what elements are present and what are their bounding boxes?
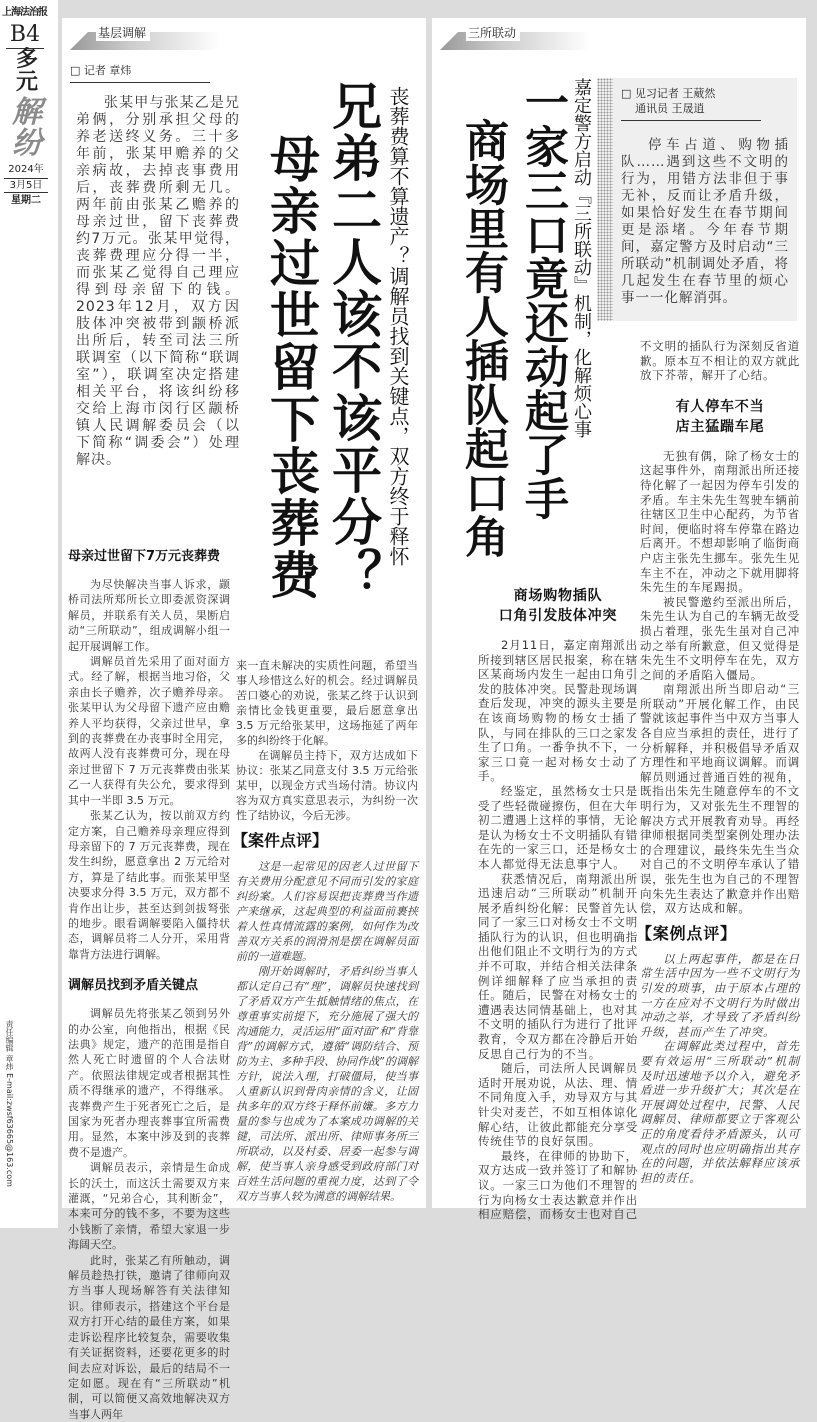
- issue-year: 2024年: [8, 164, 44, 175]
- paragraph: 张某乙认为，按以前双方约定方案，自己赡养母亲理应得到母亲留下的 7 万元丧葬费，现在发生纠纷，愿意拿出 2 万元给对方，算是了结此事。而张某甲坚决要求分得 3.5 万元，双方都不肯作出让步，甚至达到剑拔弩张的地步。眼看调解要陷入僵持状态，调解员将二人分开，采用背靠背方法进行调解。: [68, 809, 230, 961]
- section-title: 多元: [15, 47, 38, 95]
- headline-line-1: 一家三口竟还动起了手: [517, 80, 568, 520]
- byline-reporter: □ 见习记者 王葳然: [621, 87, 716, 100]
- headline-line-2: 母亲过世留下丧葬费: [262, 133, 321, 601]
- intro-paragraph: 张某甲与张某乙是兄弟俩，分别承担父母的养老送终义务。三十多年前，张某甲赡养的父亲病故，去掉丧事费用后，丧葬费所剩无几。两年前由张某乙赡养的母亲过世，留下丧葬费约7万元。张某甲觉得，丧葬费理应分得一半，而张某乙觉得自己理应得到母亲留下的钱。2023年12月，双方因肢体冲突被带到颛桥派出所后，转至司法三所联调室（以下简称“联调室”），联调室决定搭建相关平台，将该纠纷移交给上海市闵行区颛桥镇人民调解委员会（以下简称“调委会”）处理解决。: [76, 95, 240, 468]
- section-tag-label: 基层调解: [96, 24, 150, 41]
- commentary-paragraph: 以上两起事件，都是在日常生活中因为一些不文明行为引发的琐事，由于原本占理的一方在应对不文明行为时做出冲动之举，才导致了矛盾纠纷升级，甚而产生了冲突。: [640, 951, 800, 1039]
- subheading: 母亲过世留下7万元丧葬费: [68, 549, 221, 564]
- paragraph-continued: 不文明的插队行为深刻反省道歉。原本互不相让的双方就此放下芥蒂，解开了心结。: [640, 339, 800, 383]
- section-tag: [70, 24, 220, 50]
- editor-credit: 责任编辑 章炜 E-mail:zwsf63665@163.com: [5, 1020, 14, 1187]
- intro-box: [597, 78, 797, 321]
- paragraph-continued: 来一直未解决的实质性问题，希望当事人珍惜这么好的机会。经过调解员苦口婆心的劝说，张某乙终于认识到亲情比金钱更重要，最后愿意拿出 3.5 万元给张某甲，这场拖延了两年多的纠纷终于化解。: [236, 659, 418, 747]
- article-subtitle: 丧葬费算不算遗产？调解员找到关键点，双方终于释怀: [386, 86, 410, 566]
- article-intro: [621, 137, 789, 307]
- paragraph: 随后，司法所人民调解员适时开展劝说，从法、理、情不同角度入手，劝导双方与其针尖对麦芒，不如互相体谅化解心结，让彼此都能充分享受传统佳节的良好氛围。: [478, 1061, 638, 1149]
- commentary-paragraph: 在调解此类过程中，首先要有效运用“三所联动”机制及时迅速地予以介入，避免矛盾进一步升级扩大；其次是在开展调处过程中，民警、人民调解员、律师都要立于客观公正的角度看待矛盾源头，认可观点的同时也应明确指出其存在的问题，并依法解释应该承担的责任。: [640, 1039, 800, 1185]
- article-column-1: [68, 535, 230, 1422]
- commentary-heading: 【案例点评】: [636, 923, 737, 943]
- subheading-line: 有人停车不当: [675, 398, 765, 415]
- subheading-line: 商场购物插队: [513, 588, 603, 604]
- subheading-line: 店主猛踹车尾: [675, 418, 765, 435]
- paragraph: 经鉴定，虽然杨女士只是受了些轻微碰擦伤，但在大年初二遭遇上这样的事情，无论是认为杨女士不文明插队有错在先的一家三口，还是杨女士本人都觉得无法息事宁人。: [478, 783, 638, 871]
- article-intro: [76, 95, 240, 469]
- page-number: B4: [6, 22, 44, 49]
- subheading: [640, 397, 800, 437]
- issue-date: 3月5日: [4, 178, 48, 193]
- paragraph: 最终，在律师的协助下，双方达成一致并签订了和解协议。一家三口为他们不理智的行为向杨女士表达歉意并作出相应赔偿，而杨女士也对自己: [478, 1148, 638, 1222]
- paragraph: 2月11日，嘉定南翔派出所接到辖区居民报案，称在辖区某商场内发生一起由口角引发的肢体冲突。民警赴现场调查后发现，冲突的源头主要是在该商场购物的杨女士插了队，与同在排队的三口之家发生了口角。一番争执不下，一家三口竟一起对杨女士动了手。: [478, 638, 638, 784]
- left-column-flow: [68, 63, 240, 1422]
- paragraph: 调解员先将张某乙领到另外的办公室，向他指出，根据《民法典》规定，遗产的范围是指自然人死亡时遗留的个人合法财产。依照法律规定或者根据其性质不得继承的遗产，不得继承。丧葬费产生于死者死亡之后，是国家为死者办理丧葬事宜所需费用。显然，本案中涉及到的丧葬费不是遗产。: [68, 1007, 230, 1159]
- subheading-line: 口角引发肢体冲突: [498, 608, 618, 624]
- paragraph: 南翔派出所当即启动“三所联动”开展化解工作，由民警就该起事件当中双方当事人各自应当承担的责任，进行了分析解释，并积极倡导矛盾双方理性和平地商议调解。而调解员则通过普通百姓的视角，既指出朱先生随意停车的不文明行为，又对张先生不理智的解决方式开展教育劝导。再经律师根据同类型案例处理办法的合理建议，最终朱先生当众对自己的不文明停车承认了错误，张先生也为自己的不理智向朱先生表达了歉意并作出赔偿，双方达成和解。: [640, 682, 800, 916]
- paragraph: 调解员表示，亲情是生命成长的沃土，而这沃土需要双方来灌溉，“兄弟合心，其利断金”，本来可分的钱不多，不要为这些小钱断了亲情，希望大家退一步海阔天空。: [68, 1161, 230, 1252]
- headline-line-2: 商场里有人插队起口角: [457, 118, 508, 558]
- paragraph: 无独有偶，除了杨女士的这起事件外，南翔派出所还接待化解了一起因为停车引发的矛盾。车主朱先生驾驶车辆前往辖区卫生中心配药，为节省时间，便临时将车停靠在路边后离开。不想却影响了临街商户店主张先生挪车。张先生见车主不在，冲动之下就用脚将朱先生的车尾踢损。: [640, 448, 800, 595]
- left-column-flow: [478, 580, 640, 1222]
- dotted-border-decoration: [597, 78, 613, 321]
- paragraph: 被民警邀约至派出所后，朱先生认为自己的车辆无故受损占着理，张先生虽对自己冲动之举有所歉意，但又觉得是朱先生不文明停车在先，双方之间的矛盾陷入僵局。: [640, 594, 800, 682]
- paragraph: 调解员首先采用了面对面方式。经了解，根据当地习俗，父亲由长子赡养，次子赡养母亲。张某甲认为父母留下遗产应由赡养人平均获得，父亲过世早，拿到的丧葬费在办丧事时全用完，故两人没有丧葬费可分，现在母亲过世留下 7 万元丧葬费由张某乙一人获得有失公允，要求得到其中一半即 3.5 万元。: [68, 655, 230, 807]
- subheading: 调解员找到矛盾关键点: [68, 978, 199, 994]
- article-subtitle: 嘉定警方启动『三所联动』机制，化解烦心事: [571, 78, 592, 438]
- commentary-paragraph: 这是一起常见的因老人过世留下有关费用分配意见不同而引发的家庭纠纷案。人们容易误把丧葬费当作遗产来继承，这起典型的利益面前裹挟着人性真情流露的案例，如何作为改善双方关系的润滑剂是摆在调解员面前的一道难题。: [236, 860, 418, 963]
- issue-weekday: 星期二: [11, 195, 41, 206]
- right-column-flow: [232, 658, 418, 1204]
- article-three-office-linkage: [432, 18, 806, 1222]
- paragraph: 在调解员主持下，双方达成如下协议：张某乙同意支付 3.5 万元给张某甲，以现金方式当场付清。协议内容为双方真实意思表示，为纠纷一次性了结协议，今后无涉。: [236, 749, 418, 822]
- commentary-paragraph: 刚开始调解时，矛盾纠纷当事人都认定自己有“理”，调解员快速找到了矛盾双方产生抵触情绪的焦点，在尊重事实前提下，充分施展了强大的沟通能力，灵活运用“面对面”和“背靠背”的调解方式，遵循“调防结合、预防为主、多种手段、协同作战”的调解方针，说法入理，打破僵局，使当事人重新认识到骨肉亲情的含义，让固执多年的双方终于释怀前嫌。多方力量的参与也成为了本案成功调解的关键，司法所、派出所、律师事务所三所联动，以及村委、居委一起参与调解，使当事人亲身感受到政府部门对百姓生活问题的重视力度，达到了令双方当事人较为满意的调解结果。: [236, 965, 418, 1203]
- byline-correspondent: 通讯员 王晟逍: [635, 102, 705, 115]
- paragraph: 为尽快解决当事人诉求，颛桥司法所郑所长立即委派资深调解员，并联系有关人员，果断启动“三所联动”，组成调解小组一起开展调解工作。: [68, 578, 230, 653]
- newspaper-masthead: 上海法治报: [2, 7, 47, 18]
- paragraph: 此时，张某乙有所触动，调解员趁热打铁，邀请了律师向双方当事人现场解答有关法律知识。律师表示，搭建这个平台是双方打开心结的最佳方案，如果走诉讼程序比较复杂，需要收集有关证据资料，还要花更多的时间去应对诉讼，最后的结局不一定如愿。现在有“三所联动”机制，可以简便又高效地解决双方当事人两年: [68, 1253, 230, 1421]
- article-column-2: [232, 658, 418, 1204]
- byline: [621, 86, 761, 121]
- byline: □ 记者 章炜: [70, 63, 210, 83]
- subheading: [478, 586, 638, 626]
- headline-line-1: 兄弟二人该不该平分？: [324, 80, 383, 600]
- section-tag-label: 三所联动: [466, 24, 520, 41]
- article-column-2: [636, 339, 800, 1185]
- article-inheritance-dispute: [62, 18, 426, 1421]
- paragraph: 获悉情况后，南翔派出所迅速启动“三所联动”机制开展矛盾纠纷化解：民警首先认同了一家三口对杨女士不文明插队行为的认识，但也明确指出他们阻止不文明行为的方式并不可取，并结合相关法律条例详细解释了应当承担的责任。随后，民警在对杨女士的遭遇表达同情基础上，也对其不文明的插队行为进行了批评教育，令双方都在冷静后开始反思自己行为的不当。: [478, 871, 638, 1061]
- page-margin: [0, 0, 58, 1228]
- section-title-art: 解纷: [12, 95, 42, 161]
- commentary-heading: 【案件点评】: [232, 831, 329, 850]
- section-tag: [440, 24, 590, 50]
- article-column-1: [478, 580, 638, 1222]
- intro-paragraph: 停车占道、购物插队……遇到这些不文明的行为，用错方法非但于事无补，反而让矛盾升级，如果恰好发生在春节期间更是添堵。今年春节期间，嘉定警方及时启动“三所联动”机制调处矛盾，将几起发生在春节里的烦心事一一化解消弭。: [621, 137, 789, 306]
